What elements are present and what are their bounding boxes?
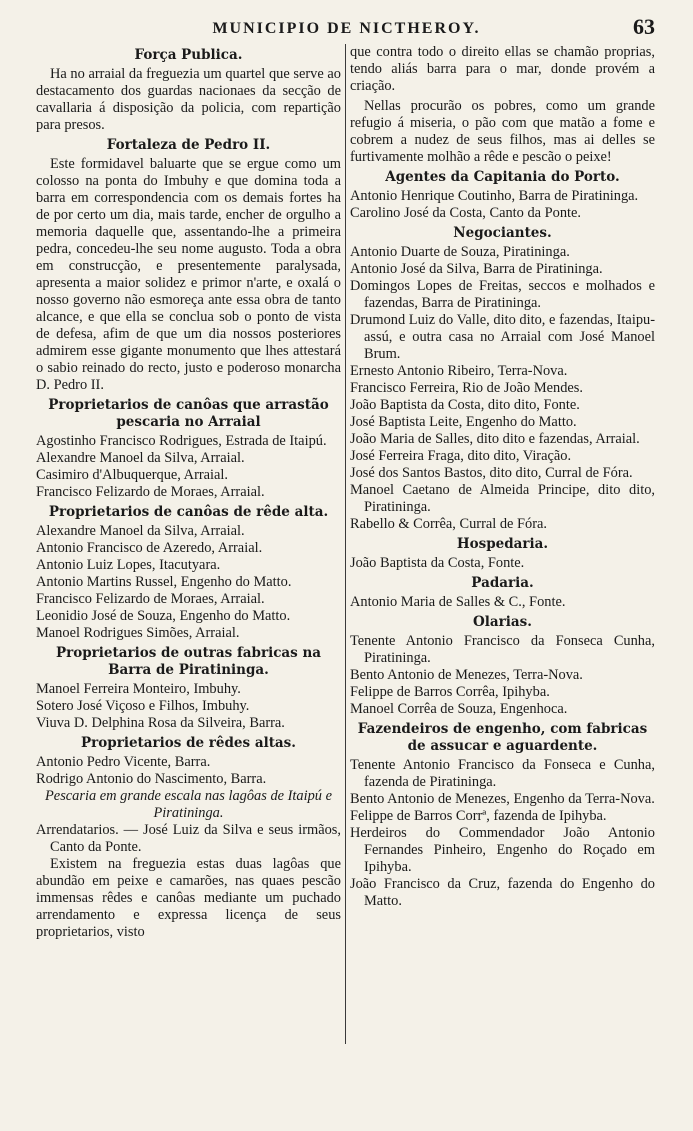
list-entry: Casimiro d'Albuquerque, Arraial. bbox=[36, 467, 229, 483]
list-entry: Felippe de Barros Corrêa, Ipihyba. bbox=[350, 684, 550, 700]
section-heading: Força Publica. bbox=[134, 47, 243, 63]
list-entry: João Baptista da Costa, Fonte. bbox=[350, 555, 525, 571]
list-entry: Rodrigo Antonio do Nascimento, Barra. bbox=[36, 771, 267, 787]
list-entry: Manoel Corrêa de Souza, Engenhoca. bbox=[350, 701, 568, 717]
list-entry: Carolino José da Costa, Canto da Ponte. bbox=[350, 205, 582, 221]
entry-list bbox=[36, 523, 341, 642]
section-heading: Fortaleza de Pedro II. bbox=[106, 137, 271, 153]
page-number: 63 bbox=[633, 14, 655, 39]
list-entry: Antonio Francisco de Azeredo, Arraial. bbox=[36, 540, 263, 556]
entry-list bbox=[350, 757, 655, 910]
entry-list bbox=[36, 433, 341, 501]
page-header bbox=[0, 8, 693, 42]
arrendatarios-line: Arrendatarios. — José Luiz da Silva e seus irmãos, Canto da Ponte. bbox=[36, 822, 341, 855]
list-entry: Ernesto Antonio Ribeiro, Terra-Nova. bbox=[350, 363, 568, 379]
list-entry: Manoel Caetano de Almeida Principe, dito dito, Piratininga. bbox=[350, 482, 655, 515]
list-entry: José dos Santos Bastos, dito dito, Curral de Fóra. bbox=[350, 465, 633, 481]
right-column bbox=[350, 44, 655, 910]
running-title: MUNICIPIO DE NICTHEROY. bbox=[212, 20, 481, 37]
list-entry: Rabello & Corrêa, Curral de Fóra. bbox=[350, 516, 548, 532]
list-entry: Drumond Luiz do Valle, dito dito, e fazendas, Itaipu-assú, e outra casa no Arraial com José Manoel Brum. bbox=[350, 312, 655, 362]
list-entry: Tenente Antonio Francisco da Fonseca e Cunha, fazenda de Piratininga. bbox=[350, 757, 655, 790]
list-entry: Antonio Pedro Vicente, Barra. bbox=[36, 754, 211, 770]
paragraph: Existem na freguezia estas duas lagôas que abundão em peixe e camarões, nas quaes pescão immensas rêdes e canôas mediante um puchado arrendamento e expressa licença de seus proprietarios, visto bbox=[36, 856, 341, 940]
list-entry: José Baptista Leite, Engenho do Matto. bbox=[350, 414, 577, 430]
list-entry: Alexandre Manoel da Silva, Arraial. bbox=[36, 523, 245, 539]
entry-list bbox=[36, 754, 341, 788]
list-entry: Antonio José da Silva, Barra de Piratininga. bbox=[350, 261, 603, 277]
entry-list bbox=[350, 188, 655, 222]
section-heading: Hospedaria. bbox=[456, 536, 549, 552]
paragraph: Ha no arraial da freguezia um quartel que serve ao destacamento dos guardas nacionaes da secção de cavallaria á disposição da policia, com repartição para presos. bbox=[36, 66, 341, 133]
paragraph: Nellas procurão os pobres, como um grande refugio á miseria, o pão com que matão a fome e cobrem a nudez de seus filhos, mas ai delles se furtivamente molhão a rêde e pescão o peixe! bbox=[350, 98, 655, 165]
section-heading: Proprietarios de rêdes altas. bbox=[81, 735, 296, 751]
list-entry: Bento Antonio de Menezes, Terra-Nova. bbox=[350, 667, 583, 683]
list-entry: Manoel Ferreira Monteiro, Imbuhy. bbox=[36, 681, 241, 697]
list-entry: Felippe de Barros Corrª, fazenda de Ipihyba. bbox=[350, 808, 607, 824]
list-entry: Agostinho Francisco Rodrigues, Estrada de Itaipú. bbox=[36, 433, 327, 449]
list-entry: Alexandre Manoel da Silva, Arraial. bbox=[36, 450, 245, 466]
section-heading: Proprietarios de canôas de rêde alta. bbox=[48, 504, 329, 520]
list-entry: José Ferreira Fraga, dito dito, Viração. bbox=[350, 448, 572, 464]
section-heading: Proprietarios de outras fabricas na Barra de Piratininga. bbox=[55, 645, 322, 678]
list-entry: Antonio Duarte de Souza, Piratininga. bbox=[350, 244, 570, 260]
section-heading: Fazendeiros de engenho, com fabricas de assucar e aguardente. bbox=[357, 721, 648, 754]
list-entry: Antonio Maria de Salles & C., Fonte. bbox=[350, 594, 566, 610]
list-entry: Domingos Lopes de Freitas, seccos e molhados e fazendas, Barra de Piratininga. bbox=[350, 278, 655, 311]
list-entry: Antonio Luiz Lopes, Itacutyara. bbox=[36, 557, 221, 573]
list-entry: Francisco Ferreira, Rio de João Mendes. bbox=[350, 380, 583, 396]
italic-subheading: Pescaria em grande escala nas lagôas de Itaipú e Piratininga. bbox=[45, 788, 332, 821]
list-entry: Francisco Felizardo de Moraes, Arraial. bbox=[36, 484, 265, 500]
list-entry: João Maria de Salles, dito dito e fazendas, Arraial. bbox=[350, 431, 640, 447]
list-entry: Bento Antonio de Menezes, Engenho da Terra-Nova. bbox=[350, 791, 655, 807]
left-column bbox=[36, 44, 341, 944]
paragraph-continuation: que contra todo o direito ellas se chamão proprias, tendo aliás barra para o mar, donde provém a criação. bbox=[350, 44, 655, 94]
two-column-body bbox=[36, 44, 658, 1044]
list-entry: Antonio Henrique Coutinho, Barra de Piratininga. bbox=[350, 188, 639, 204]
entry-list bbox=[36, 681, 341, 732]
section-heading: Negociantes. bbox=[453, 225, 552, 241]
entry-list bbox=[350, 633, 655, 718]
list-entry: Francisco Felizardo de Moraes, Arraial. bbox=[36, 591, 265, 607]
section-heading: Agentes da Capitania do Porto. bbox=[385, 169, 620, 185]
list-entry: João Baptista da Costa, dito dito, Fonte. bbox=[350, 397, 580, 413]
column-divider bbox=[345, 44, 346, 1044]
list-entry: Tenente Antonio Francisco da Fonseca Cunha, Piratininga. bbox=[350, 633, 655, 666]
list-entry: Sotero José Viçoso e Filhos, Imbuhy. bbox=[36, 698, 250, 714]
entry-list bbox=[350, 244, 655, 533]
list-entry: Antonio Martins Russel, Engenho do Matto. bbox=[36, 574, 292, 590]
list-entry: Leonidio José de Souza, Engenho do Matto. bbox=[36, 608, 291, 624]
paragraph: Este formidavel baluarte que se ergue como um colosso na ponta do Imbuhy e que domina toda a barra em correspondencia com os demais fortes ha de por certo um dia, mais tarde, encher de orgulho a memoria daquelle que, assentando-lhe a primeira pedra, concedeu-lhe seu nome augusto. Toda a obra em construcção, e presentemente paralysada, apresenta a maior solidez e primor n'arte, e oxalá o nosso governo não esmoreça ante essa obra de tanto alcance, e que ella se conclua sob o ponto de vista de defesa, afim de que um dia nossos posteriores admirem esse gigante monumento que lhes attestará o sabio reinado do recto, justo e poderoso monarcha D. Pedro II. bbox=[36, 156, 341, 393]
list-entry: Manoel Rodrigues Simões, Arraial. bbox=[36, 625, 240, 641]
section-heading: Padaria. bbox=[471, 575, 534, 591]
section-heading: Proprietarios de canôas que arrastão pescaria no Arraial bbox=[48, 397, 329, 430]
list-entry: Herdeiros do Commendador João Antonio Fernandes Pinheiro, Engenho do Roçado em Ipihyba. bbox=[350, 825, 655, 875]
list-entry: Viuva D. Delphina Rosa da Silveira, Barra. bbox=[36, 715, 285, 731]
section-heading: Olarias. bbox=[473, 614, 532, 630]
list-entry: João Francisco da Cruz, fazenda do Engenho do Matto. bbox=[350, 876, 655, 909]
